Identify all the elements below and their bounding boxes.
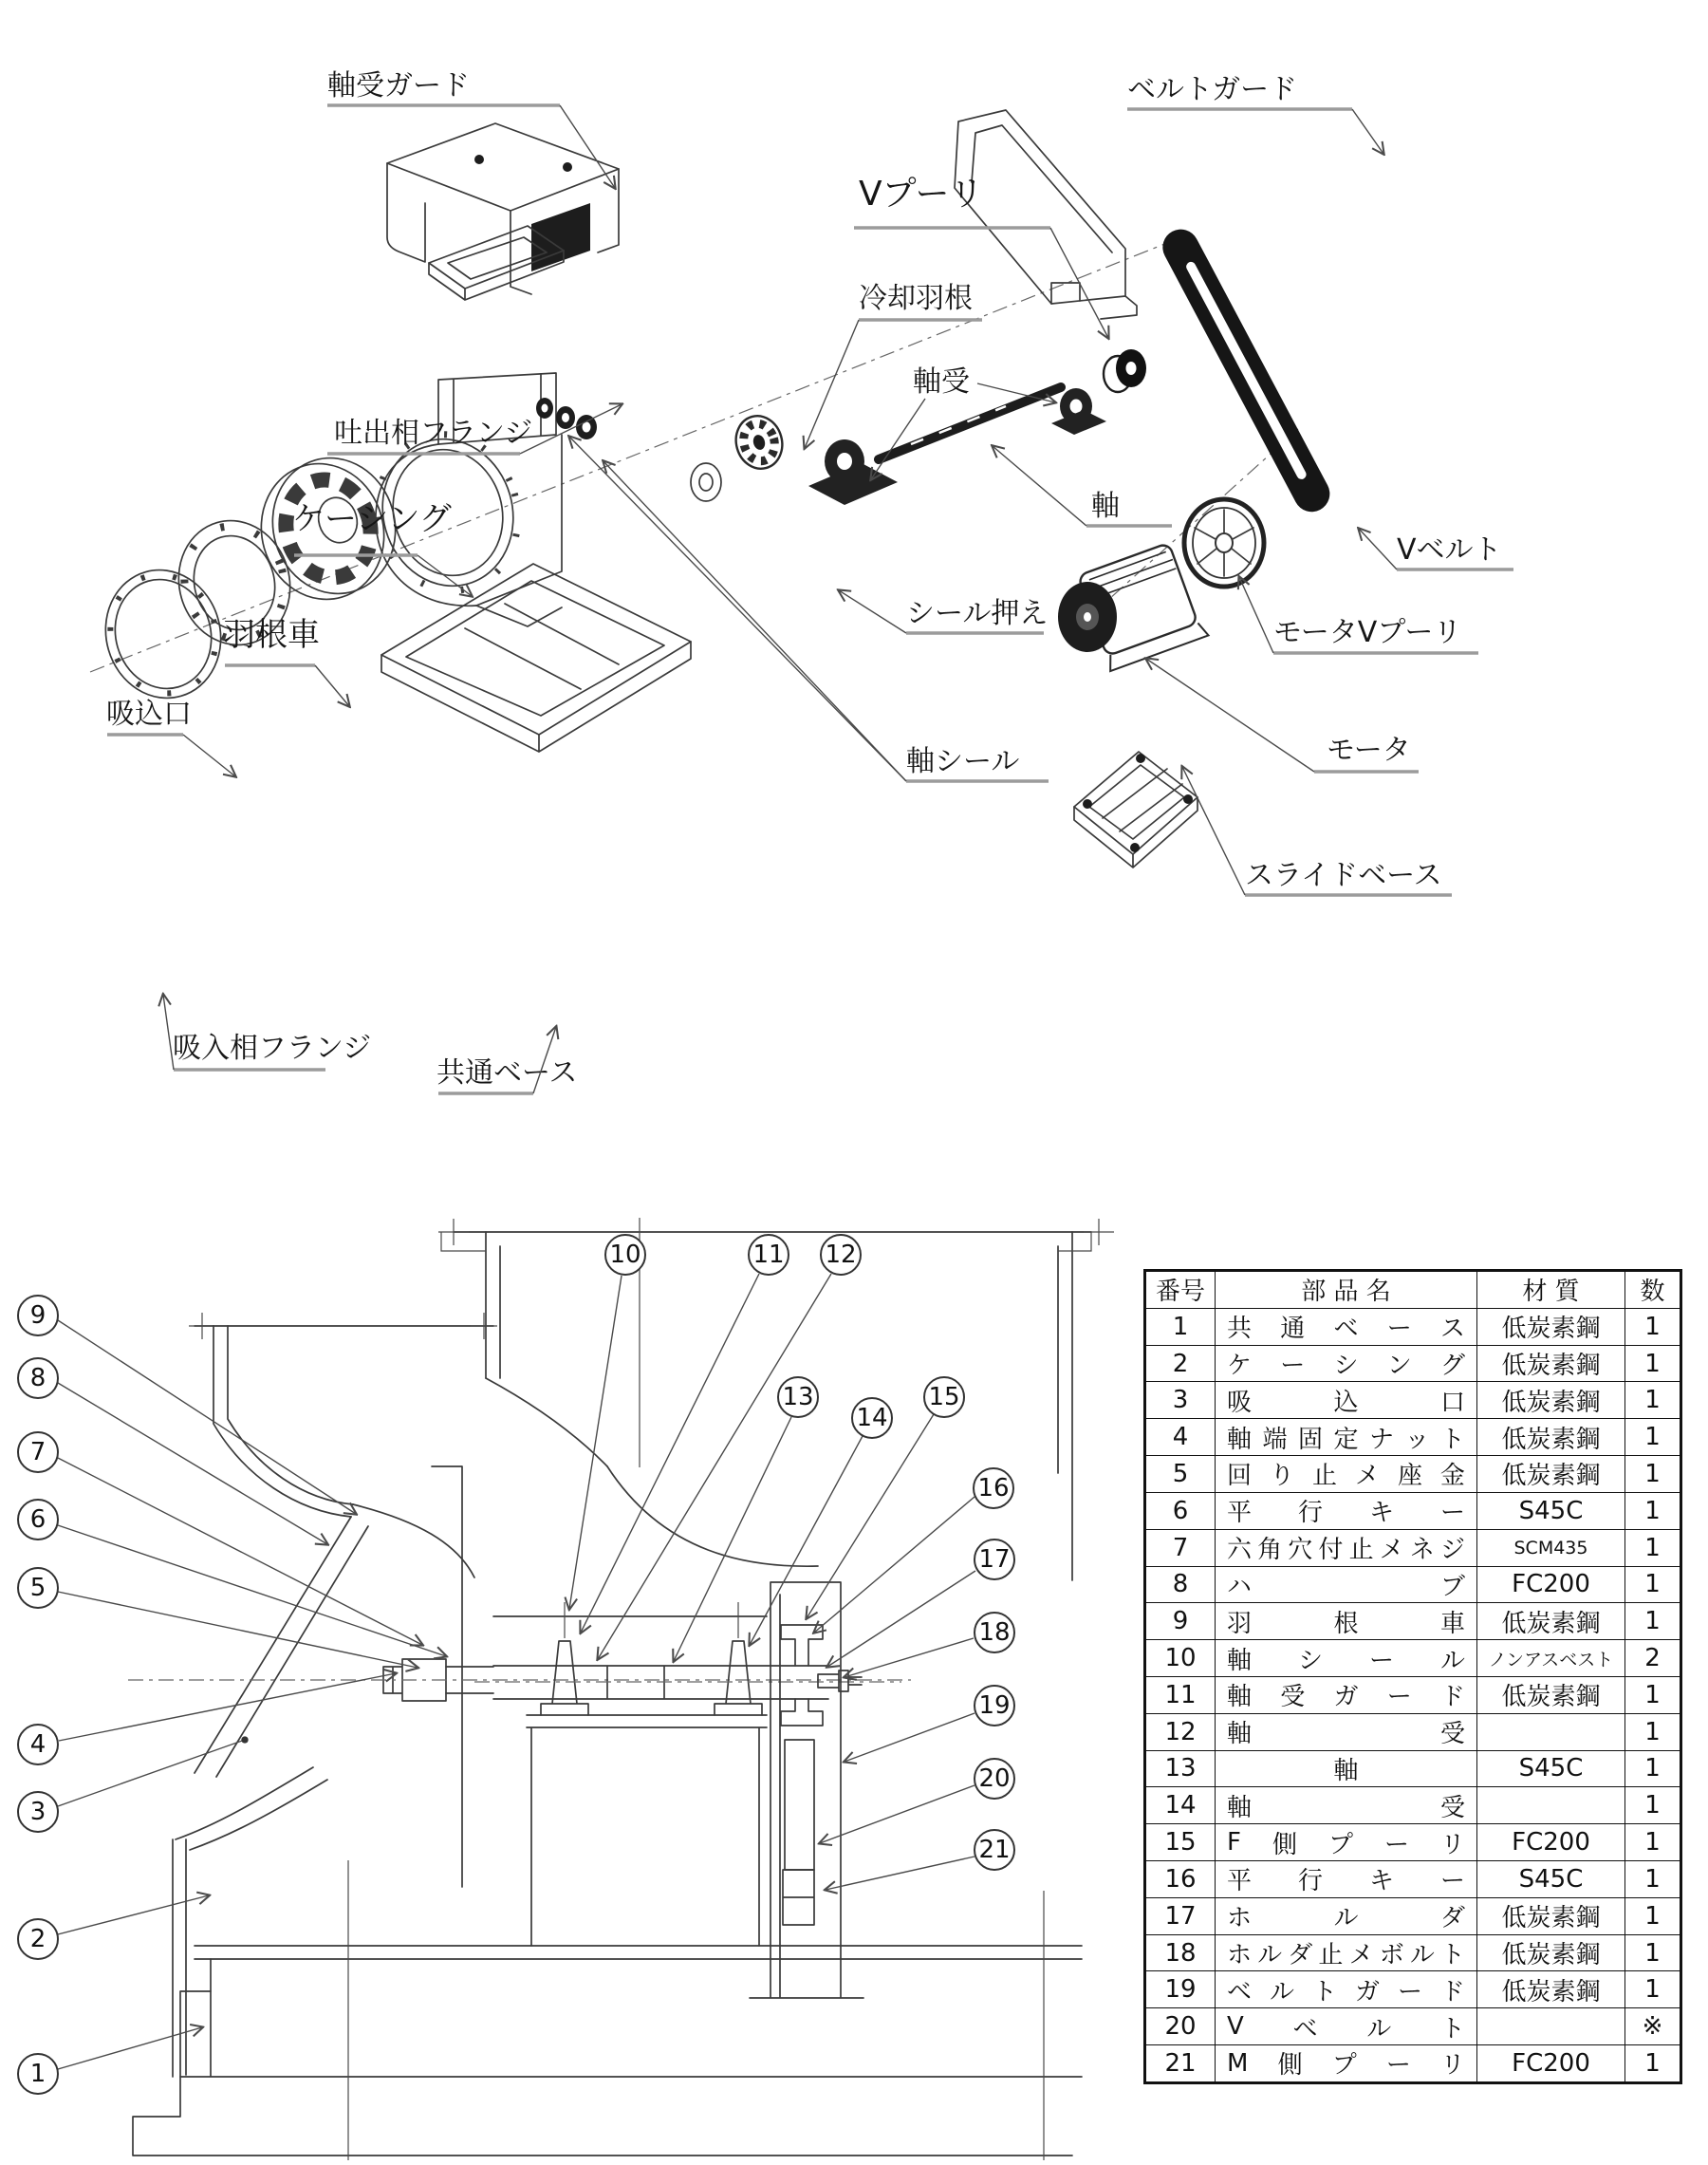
callout-7: 7 bbox=[17, 1431, 59, 1473]
callout-12: 12 bbox=[820, 1234, 862, 1276]
part-name-cell: 軸 受 bbox=[1215, 1787, 1476, 1823]
suction-flange-part bbox=[91, 556, 236, 712]
label-suction-port: 吸込口 bbox=[106, 698, 192, 731]
callout-3: 3 bbox=[17, 1791, 59, 1833]
material-cell: 低炭素鋼 bbox=[1476, 1419, 1624, 1455]
callout-2: 2 bbox=[17, 1918, 59, 1960]
material-cell: 低炭素鋼 bbox=[1476, 1677, 1624, 1713]
label-casing: ケーシング bbox=[292, 500, 452, 538]
table-row bbox=[1146, 2044, 1680, 2081]
quantity-cell: 1 bbox=[1624, 1382, 1680, 1418]
part-number-cell: 5 bbox=[1172, 1459, 1189, 1488]
label-cooling-fan: 冷却羽根 bbox=[859, 282, 973, 315]
table-row bbox=[1146, 1860, 1680, 1897]
table-row bbox=[1146, 1308, 1680, 1345]
label-shaft: 軸 bbox=[1091, 490, 1120, 523]
part-number-cell: 1 bbox=[1172, 1312, 1189, 1341]
table-header-cell: 部 品 名 bbox=[1215, 1272, 1476, 1308]
part-number-cell: 7 bbox=[1172, 1533, 1189, 1562]
section-view bbox=[58, 1218, 1114, 2160]
part-name-cell: V ベ ル ト bbox=[1215, 2008, 1476, 2044]
callout-14: 14 bbox=[851, 1397, 893, 1439]
part-number-cell: 21 bbox=[1164, 2048, 1197, 2078]
callout-13: 13 bbox=[777, 1376, 819, 1418]
material-cell: 低炭素鋼 bbox=[1476, 1971, 1624, 2007]
callout-1: 1 bbox=[17, 2053, 59, 2095]
quantity-cell: 1 bbox=[1624, 1787, 1680, 1823]
quantity-cell: 1 bbox=[1624, 1824, 1680, 1860]
callout-17: 17 bbox=[974, 1539, 1015, 1580]
table-row bbox=[1146, 1639, 1680, 1676]
material-cell: 低炭素鋼 bbox=[1476, 1309, 1624, 1345]
bearing-front-part bbox=[808, 439, 898, 505]
label-slide-base: スライドベース bbox=[1245, 859, 1442, 892]
part-name-cell: 軸 受 ガ ー ド bbox=[1215, 1677, 1476, 1713]
exploded-view bbox=[90, 69, 1513, 1093]
quantity-cell: 1 bbox=[1624, 1677, 1680, 1713]
quantity-cell: 1 bbox=[1624, 1751, 1680, 1787]
table-row bbox=[1146, 1897, 1680, 1934]
part-name-cell: 軸 受 bbox=[1215, 1714, 1476, 1750]
part-name-cell: 軸 端 固 定 ナ ッ ト bbox=[1215, 1419, 1476, 1455]
label-shaft-seal: 軸シール bbox=[906, 745, 1020, 778]
material-cell: SCM435 bbox=[1476, 1530, 1624, 1566]
quantity-cell: 1 bbox=[1624, 1309, 1680, 1345]
quantity-cell: 1 bbox=[1624, 1419, 1680, 1455]
part-name-cell: ケ ー シ ン グ bbox=[1215, 1346, 1476, 1382]
table-row bbox=[1146, 1676, 1680, 1713]
material-cell bbox=[1476, 1787, 1624, 1823]
table-row bbox=[1146, 1492, 1680, 1529]
part-name-cell: 平 行 キ ー bbox=[1215, 1861, 1476, 1897]
material-cell: 低炭素鋼 bbox=[1476, 1898, 1624, 1934]
table-header-cell: 材 質 bbox=[1476, 1272, 1624, 1308]
part-name-cell: 吸 込 口 bbox=[1215, 1382, 1476, 1418]
table-row bbox=[1146, 1602, 1680, 1639]
label-belt-guard: ベルトガード bbox=[1127, 73, 1298, 106]
label-motor-v-pulley: モータVプーリ bbox=[1273, 616, 1462, 649]
table-row bbox=[1146, 1529, 1680, 1566]
table-row bbox=[1146, 1566, 1680, 1603]
quantity-cell: 1 bbox=[1624, 1346, 1680, 1382]
part-name-cell: 回 り 止 メ 座 金 bbox=[1215, 1456, 1476, 1492]
table-row bbox=[1146, 1418, 1680, 1455]
material-cell: FC200 bbox=[1476, 2045, 1624, 2081]
table-row bbox=[1146, 1713, 1680, 1750]
part-name-cell: ベ ル ト ガ ー ド bbox=[1215, 1971, 1476, 2007]
part-number-cell: 9 bbox=[1172, 1607, 1189, 1636]
table-row bbox=[1146, 1455, 1680, 1492]
part-number-cell: 14 bbox=[1164, 1791, 1197, 1820]
part-name-cell: 六 角 穴 付 止 メ ネ ジ bbox=[1215, 1530, 1476, 1566]
part-number-cell: 19 bbox=[1164, 1975, 1197, 2005]
table-row bbox=[1146, 1345, 1680, 1382]
material-cell: 低炭素鋼 bbox=[1476, 1346, 1624, 1382]
callout-11: 11 bbox=[748, 1234, 789, 1276]
label-discharge-flange: 吐出相フランジ bbox=[334, 417, 533, 450]
shaft-part bbox=[879, 387, 1061, 459]
callout-19: 19 bbox=[974, 1685, 1015, 1726]
table-row bbox=[1146, 1786, 1680, 1823]
table-header-cell: 数 bbox=[1624, 1272, 1680, 1308]
quantity-cell: 1 bbox=[1624, 1714, 1680, 1750]
table-header-cell: 番号 bbox=[1155, 1278, 1205, 1307]
bearing-rear-part bbox=[1051, 388, 1106, 435]
quantity-cell: 1 bbox=[1624, 1603, 1680, 1639]
quantity-cell: 1 bbox=[1624, 1898, 1680, 1934]
part-number-cell: 3 bbox=[1172, 1386, 1189, 1415]
motor-v-pulley-part bbox=[1184, 499, 1264, 587]
material-cell: S45C bbox=[1476, 1861, 1624, 1897]
material-cell: ノンアスベスト bbox=[1476, 1640, 1624, 1676]
part-number-cell: 16 bbox=[1164, 1864, 1197, 1894]
part-name-cell: 羽 根 車 bbox=[1215, 1603, 1476, 1639]
part-number-cell: 18 bbox=[1164, 1938, 1197, 1968]
quantity-cell: 1 bbox=[1624, 1493, 1680, 1529]
belt-guard-part bbox=[955, 110, 1137, 319]
material-cell: 低炭素鋼 bbox=[1476, 1456, 1624, 1492]
common-base-part bbox=[381, 564, 691, 752]
part-number-cell: 6 bbox=[1172, 1496, 1189, 1525]
quantity-cell: 1 bbox=[1624, 2045, 1680, 2081]
material-cell: 低炭素鋼 bbox=[1476, 1935, 1624, 1971]
label-bearing: 軸受 bbox=[913, 365, 970, 399]
table-row bbox=[1146, 1970, 1680, 2007]
label-common-base: 共通ベース bbox=[436, 1056, 578, 1090]
quantity-cell: 1 bbox=[1624, 1456, 1680, 1492]
part-number-cell: 17 bbox=[1164, 1901, 1197, 1931]
part-number-cell: 2 bbox=[1172, 1349, 1189, 1378]
table-row bbox=[1146, 1750, 1680, 1787]
callout-4: 4 bbox=[17, 1724, 59, 1765]
part-name-cell: M 側 プ ー リ bbox=[1215, 2045, 1476, 2081]
part-number-cell: 10 bbox=[1164, 1644, 1197, 1673]
callout-16: 16 bbox=[973, 1467, 1014, 1509]
material-cell bbox=[1476, 1714, 1624, 1750]
callout-9: 9 bbox=[17, 1295, 59, 1336]
section-callout-leaders bbox=[58, 1274, 975, 2069]
part-name-cell: ホ ル ダ bbox=[1215, 1898, 1476, 1934]
callout-20: 20 bbox=[974, 1758, 1015, 1800]
seal-retainer-part bbox=[691, 463, 721, 501]
shaft-seal-parts bbox=[536, 398, 597, 439]
material-cell: FC200 bbox=[1476, 1567, 1624, 1603]
quantity-cell: 1 bbox=[1624, 1935, 1680, 1971]
part-name-cell: 軸 bbox=[1215, 1751, 1476, 1787]
table-row bbox=[1146, 1381, 1680, 1418]
part-name-cell: 軸 シ ー ル bbox=[1215, 1640, 1476, 1676]
callout-10: 10 bbox=[604, 1234, 646, 1276]
v-belt-part bbox=[1157, 223, 1336, 518]
slide-base-part bbox=[1074, 752, 1197, 868]
callout-21: 21 bbox=[974, 1829, 1015, 1871]
part-number-cell: 12 bbox=[1164, 1717, 1197, 1746]
part-name-cell: F 側 プ ー リ bbox=[1215, 1824, 1476, 1860]
material-cell: FC200 bbox=[1476, 1824, 1624, 1860]
part-number-cell: 11 bbox=[1164, 1680, 1197, 1709]
callout-8: 8 bbox=[17, 1357, 59, 1399]
quantity-cell: ※ bbox=[1624, 2008, 1680, 2044]
callout-5: 5 bbox=[17, 1567, 59, 1609]
table-header-row bbox=[1146, 1272, 1680, 1308]
label-v-belt: Vベルト bbox=[1397, 533, 1502, 567]
table-row bbox=[1146, 1934, 1680, 1971]
v-pulley-part bbox=[1104, 349, 1146, 392]
quantity-cell: 2 bbox=[1624, 1640, 1680, 1676]
cooling-fan-part bbox=[730, 410, 789, 474]
part-number-cell: 15 bbox=[1164, 1828, 1197, 1857]
part-name-cell: ハ ブ bbox=[1215, 1567, 1476, 1603]
label-v-pulley: Vプーリ bbox=[859, 175, 984, 214]
material-cell: S45C bbox=[1476, 1751, 1624, 1787]
material-cell bbox=[1476, 2008, 1624, 2044]
material-cell: S45C bbox=[1476, 1493, 1624, 1529]
parts-table bbox=[1143, 1269, 1682, 2084]
part-number-cell: 4 bbox=[1172, 1423, 1189, 1452]
label-impeller: 羽根車 bbox=[223, 616, 320, 654]
part-number-cell: 20 bbox=[1164, 2012, 1197, 2042]
part-name-cell: 平 行 キ ー bbox=[1215, 1493, 1476, 1529]
part-number-cell: 13 bbox=[1164, 1754, 1197, 1783]
callout-18: 18 bbox=[974, 1612, 1015, 1653]
label-bearing-guard: 軸受ガード bbox=[327, 69, 470, 103]
quantity-cell: 1 bbox=[1624, 1567, 1680, 1603]
table-row bbox=[1146, 2007, 1680, 2044]
quantity-cell: 1 bbox=[1624, 1530, 1680, 1566]
material-cell: 低炭素鋼 bbox=[1476, 1382, 1624, 1418]
label-suction-flange: 吸入相フランジ bbox=[173, 1032, 372, 1065]
callout-15: 15 bbox=[923, 1376, 965, 1418]
part-name-cell: ホ ル ダ 止 メ ボ ル ト bbox=[1215, 1935, 1476, 1971]
callout-6: 6 bbox=[17, 1499, 59, 1540]
quantity-cell: 1 bbox=[1624, 1971, 1680, 2007]
table-row bbox=[1146, 1823, 1680, 1860]
label-motor: モータ bbox=[1327, 734, 1411, 767]
material-cell: 低炭素鋼 bbox=[1476, 1603, 1624, 1639]
part-number-cell: 8 bbox=[1172, 1570, 1189, 1599]
quantity-cell: 1 bbox=[1624, 1861, 1680, 1897]
part-name-cell: 共 通 ベ ー ス bbox=[1215, 1309, 1476, 1345]
label-seal-retainer: シール押え bbox=[906, 597, 1049, 630]
